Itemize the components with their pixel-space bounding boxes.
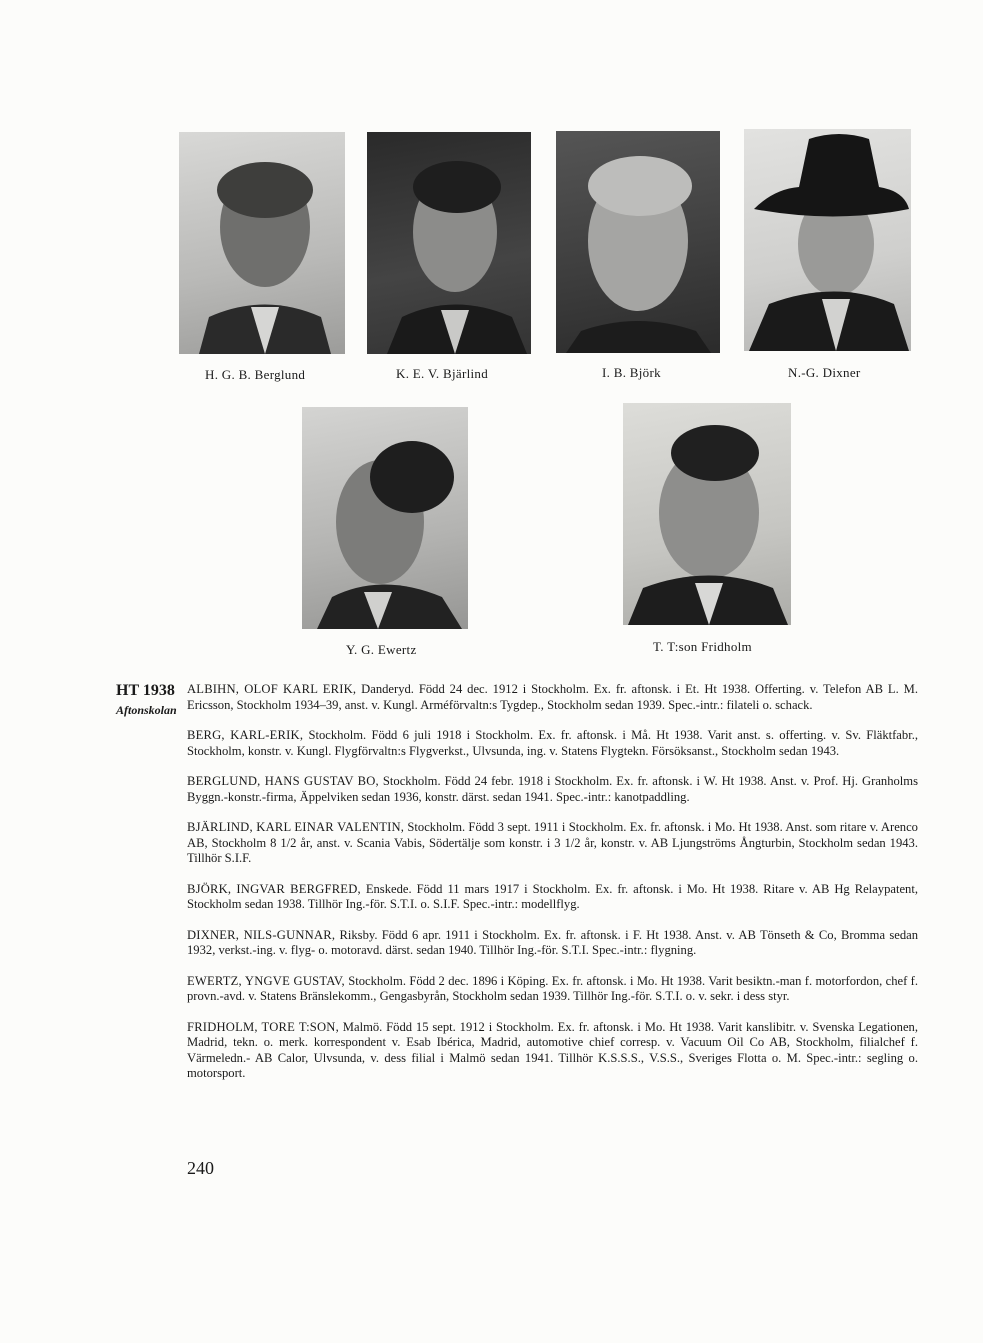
portrait-photo-dixner [744,129,911,351]
biography-entry [187,882,918,913]
entry-name: BJÖRK, INGVAR BERGFRED, [187,881,361,896]
entry-text: Malmö. Född 15 sept. 1912 i Stockholm. Ex. fr. aftonsk. i Mo. Ht 1938. Varit kanslibitr. v. Svenska Legationen, Madrid, tekn. o. merk. korrespondent v. Esab Ibérica, Madrid, automotive chief corresp. v. Vacuum Oil Co AB, Stockholm, filialchef f. Värmeledn.- AB Calor, Ulvsunda, v. dess filial i Malmö sedan 1941. Tillhör K.S.S.S., V.S.S., Sveriges Flotta o. M. Spec.-intr.: segling o. motorsport. [187,1019,918,1080]
portrait-photo-berglund [179,132,345,354]
entry-name: FRIDHOLM, TORE T:SON, [187,1019,339,1034]
entry-text: Stockholm. Född 2 dec. 1896 i Köping. Ex. fr. aftonsk. i Mo. Ht 1938. Varit besiktn.-man f. motorfordon, chef f. provn.-avd. v. Statens Bränslekomm., Gengasbyrån, Stockholm sedan 1939. Tillhör Ing.-för. S.T.I. o. v. sekr. i dess styr. [187,973,918,1003]
biography-entry [187,682,918,713]
entry-text: Stockholm. Född 3 sept. 1911 i Stockholm. Ex. fr. aftonsk. i Mo. Ht 1938. Anst. som ritare v. Arenco AB, Stockholm 8 1/2 år, anst. v. Scania Vabis, Södertälje som konstr. i 3 1/2 år, konstr. v. AB Ljungströms Ångturbin, Stockholm sedan 1943. Tillhör S.I.F. [187,820,918,865]
entry-text: Danderyd. Född 24 dec. 1912 i Stockholm. Ex. fr. aftonsk. i Et. Ht 1938. Offerting. v. Telefon AB L. M. Ericsson, Stockholm 1934–39, anst. v. Kungl. Arméförvaltn:s Tygdep., Stockholm sedan 1939. Spec.-intr.: filateli o. schack. [187,682,918,712]
biography-entry [187,928,918,959]
entry-text: Stockholm. Född 24 febr. 1918 i Stockholm. Ex. fr. aftonsk. i W. Ht 1938. Anst. v. Prof. Hj. Granholms Byggn.-konstr.-firma, Äppelviken sedan 1936, konstr. därst. sedan 1941. Spec.-intr.: kanotpaddling. [187,774,919,804]
entry-text: Stockholm. Född 6 juli 1918 i Stockholm. Ex. fr. aftonsk. i Må. Ht 1938. Varit anst. s. offerting. v. Sv. Fläktfabr., Stockholm, konstr. v. Kungl. Flygförvaltn:s Flygverkst., Ulvsunda, ing. v. Statens Flygtekn. Försöksanst., Stockholm sedan 1943. [187,728,918,758]
section-subheading: Aftonskolan [116,703,177,717]
portrait-photo-bjork [556,131,720,353]
photo-caption: N.-G. Dixner [788,365,861,380]
photo-caption: T. T:son Fridholm [653,639,752,654]
biography-list [187,682,918,1097]
section-heading: HT 1938 [116,682,175,699]
portrait-photo-bjarlind [367,132,531,354]
biography-entry [187,974,918,1005]
photo-caption: H. G. B. Berglund [205,367,306,382]
portrait-photo-fridholm [623,403,791,625]
entry-name: EWERTZ, YNGVE GUSTAV, [187,973,345,988]
biography-entry [187,820,918,867]
photo-caption: K. E. V. Bjärlind [396,366,489,381]
page-number: 240 [187,1158,214,1178]
photo-caption: I. B. Björk [602,365,661,380]
entry-name: ALBIHN, OLOF KARL ERIK, [187,682,357,696]
biography-entry [187,774,918,805]
entry-text: Enskede. Född 11 mars 1917 i Stockholm. Ex. fr. aftonsk. i Mo. Ht 1938. Ritare v. AB Hg Relaypatent, Stockholm sedan 1938. Tillhör Ing.-för. S.T.I. o. S.I.F. Spec.-intr.: modellflyg. [187,881,918,911]
entry-name: BERGLUND, HANS GUSTAV BO, [187,774,379,788]
biography-entry [187,1020,918,1082]
entry-name: BJÄRLIND, KARL EINAR VALENTIN, [187,820,405,834]
entry-name: DIXNER, NILS-GUNNAR, [187,927,336,942]
portrait-photo-ewertz [302,407,468,629]
photo-caption: Y. G. Ewertz [346,642,417,657]
entry-name: BERG, KARL-ERIK, [187,728,304,742]
entry-text: Riksby. Född 6 apr. 1911 i Stockholm. Ex. fr. aftonsk. i F. Ht 1938. Anst. v. AB Tönseth & Co, Bromma sedan 1932, verkst.-ing. v. flyg- o. motoravd. därst. sedan 1940. Tillhör Ing.-för. S.T.I. Spec.-intr.: flygning. [187,927,919,957]
biography-entry [187,728,918,759]
